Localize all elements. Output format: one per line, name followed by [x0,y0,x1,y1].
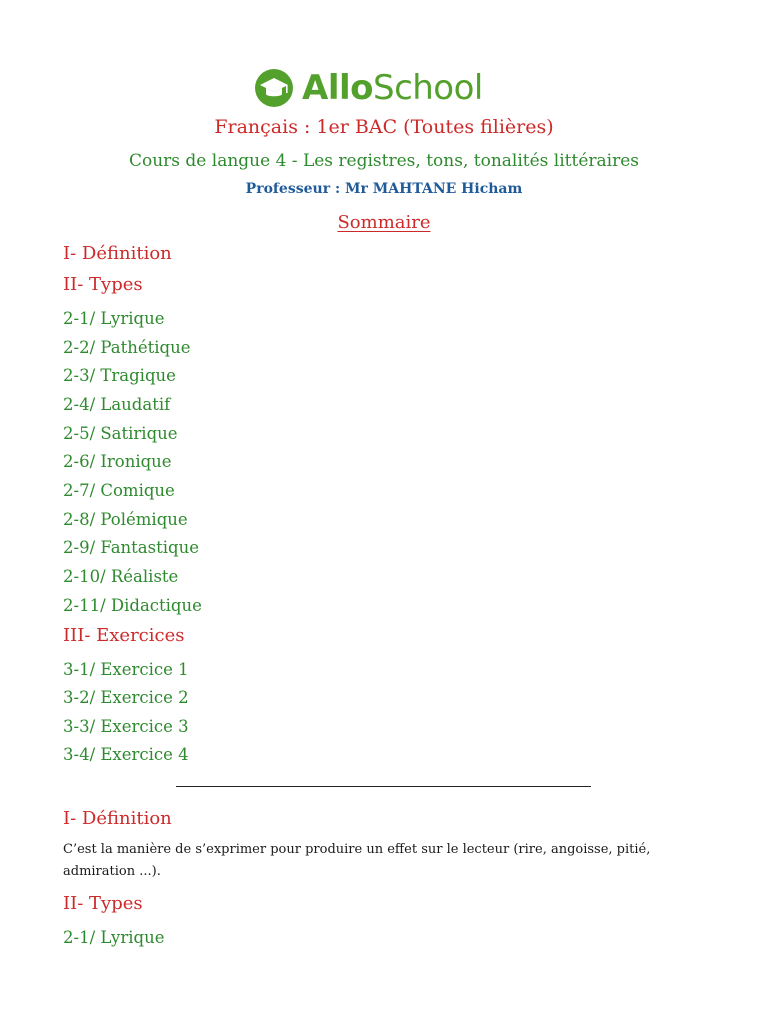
section-types-title: II- Types [63,893,143,914]
toc-section-definition[interactable]: I- Définition [63,243,172,264]
brand-name [302,68,483,108]
toc-item[interactable]: 2-7/ Comique [63,481,175,500]
toc-item[interactable]: 2-5/ Satirique [63,424,178,443]
toc-section-types[interactable]: II- Types [63,274,143,295]
toc-section-exercices[interactable]: III- Exercices [63,625,185,646]
toc-item[interactable]: 3-2/ Exercice 2 [63,688,189,707]
toc-item[interactable]: 2-2/ Pathétique [63,338,191,357]
toc-heading: Sommaire [337,212,431,233]
graduation-cap-icon [254,68,294,108]
toc-item[interactable]: 2-1/ Lyrique [63,309,165,328]
toc-item[interactable]: 2-3/ Tragique [63,366,176,385]
document-title: Français : 1er BAC (Toutes filières) [214,116,554,138]
toc-item[interactable]: 2-10/ Réaliste [63,567,179,586]
alloschool-logo [254,66,483,110]
document-subtitle: Cours de langue 4 - Les registres, tons, tonalités littéraires [128,151,640,171]
toc-item[interactable]: 3-4/ Exercice 4 [63,745,189,764]
types-item-lyrique: 2-1/ Lyrique [63,928,165,947]
brand-name-regular: School [372,68,483,108]
section-definition-title: I- Définition [63,808,172,829]
professor-name: Professeur : Mr MAHTANE Hicham [245,181,523,197]
toc-item[interactable]: 2-9/ Fantastique [63,538,199,557]
brand-name-bold: Allo [302,68,373,108]
toc-item[interactable]: 2-11/ Didactique [63,596,202,615]
section-divider [176,786,591,787]
toc-item[interactable]: 3-3/ Exercice 3 [63,717,189,736]
toc-item[interactable]: 2-4/ Laudatif [63,395,171,414]
toc-item[interactable]: 2-8/ Polémique [63,510,188,529]
toc-item[interactable]: 3-1/ Exercice 1 [63,660,189,679]
definition-paragraph: C’est la manière de s’exprimer pour produire un effet sur le lecteur (rire, angoisse, pitié, admiration ...). [63,842,651,879]
toc-item[interactable]: 2-6/ Ironique [63,452,172,471]
